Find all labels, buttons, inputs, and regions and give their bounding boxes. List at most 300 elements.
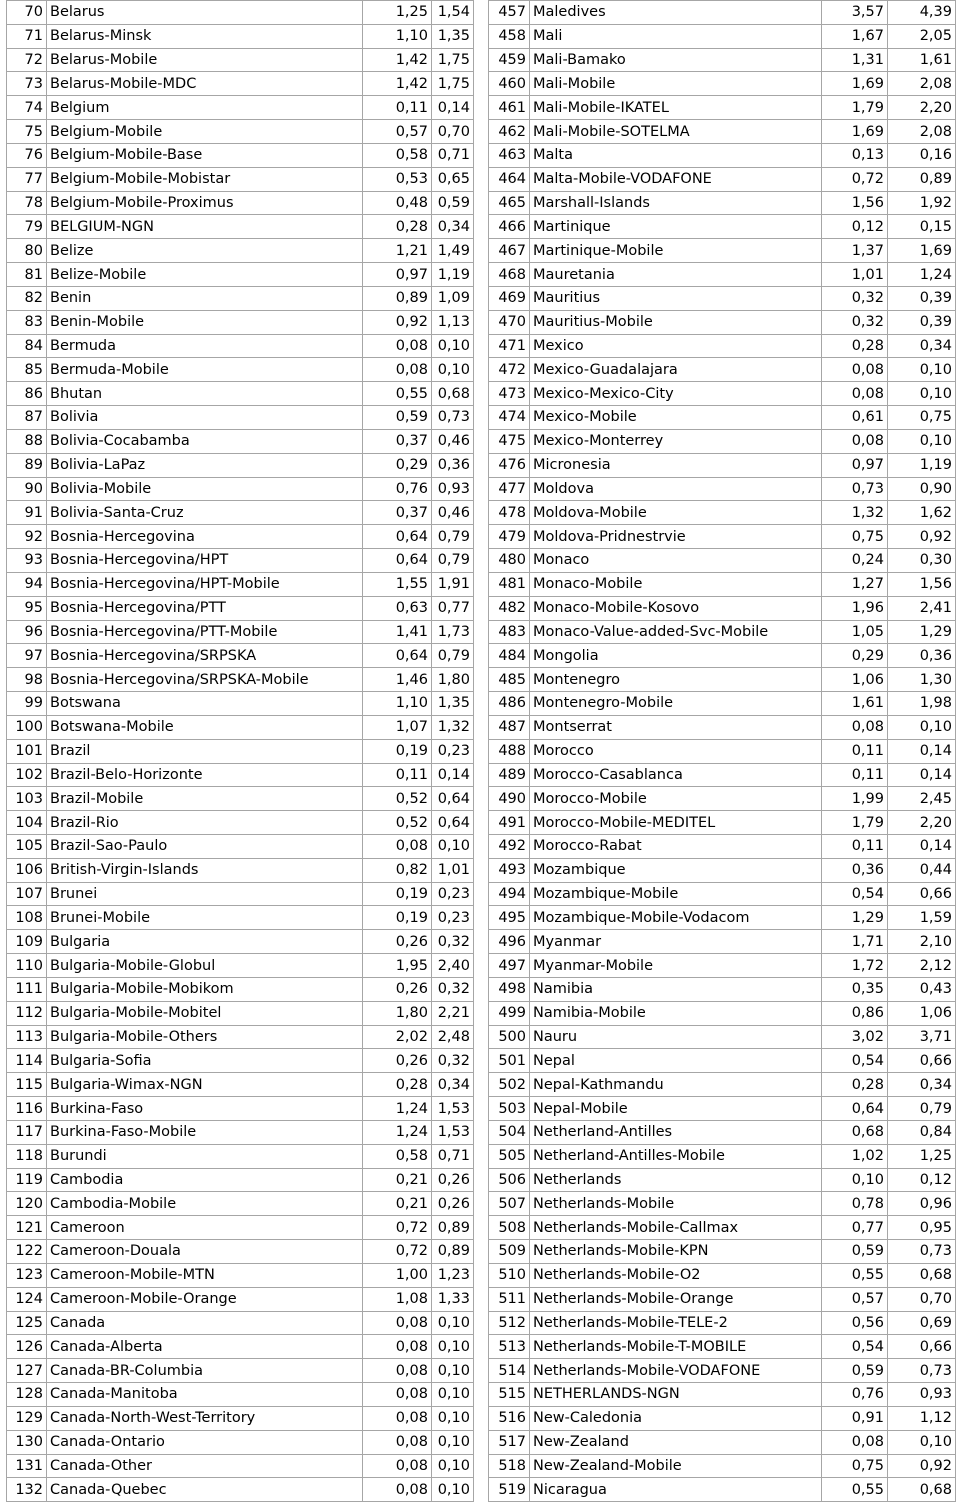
table-row	[489, 977, 956, 1001]
destination-name: Cameroon-Douala	[47, 1240, 363, 1264]
rate-value-1: 0,11	[363, 763, 432, 787]
rate-value-1: 0,58	[363, 143, 432, 167]
rate-value-2: 0,10	[432, 1383, 474, 1407]
table-row	[489, 644, 956, 668]
destination-name: Mexico-Guadalajara	[530, 358, 822, 382]
rate-value-1: 1,06	[822, 668, 888, 692]
row-number: 484	[489, 644, 530, 668]
destination-name: Montenegro-Mobile	[530, 692, 822, 716]
table-row	[489, 382, 956, 406]
table-row	[7, 167, 474, 191]
destination-name: Belize-Mobile	[47, 263, 363, 287]
destination-name: Belgium-Mobile-Proximus	[47, 191, 363, 215]
destination-name: Nicaragua	[530, 1478, 822, 1502]
destination-name: Cameroon-Mobile-MTN	[47, 1263, 363, 1287]
rate-value-2: 0,10	[432, 834, 474, 858]
table-row	[7, 1025, 474, 1049]
rate-value-1: 1,42	[363, 72, 432, 96]
rate-value-2: 1,19	[432, 263, 474, 287]
row-number: 457	[489, 1, 530, 25]
row-number: 124	[7, 1287, 47, 1311]
destination-name: Mozambique-Mobile	[530, 882, 822, 906]
table-row	[7, 715, 474, 739]
row-number: 477	[489, 477, 530, 501]
destination-name: Netherlands	[530, 1168, 822, 1192]
table-row	[489, 954, 956, 978]
rate-value-2: 0,36	[888, 644, 956, 668]
table-row	[7, 96, 474, 120]
destination-name: BELGIUM-NGN	[47, 215, 363, 239]
table-row	[489, 1240, 956, 1264]
rate-value-2: 0,64	[432, 811, 474, 835]
row-number: 76	[7, 143, 47, 167]
destination-name: Brazil-Mobile	[47, 787, 363, 811]
row-number: 96	[7, 620, 47, 644]
row-number: 509	[489, 1240, 530, 1264]
destination-name: Bosnia-Hercegovina	[47, 525, 363, 549]
rate-value-2: 1,54	[432, 1, 474, 25]
rate-value-1: 0,64	[363, 525, 432, 549]
rate-value-2: 4,39	[888, 1, 956, 25]
rate-value-2: 0,68	[888, 1478, 956, 1502]
destination-name: Benin	[47, 286, 363, 310]
rate-value-1: 0,72	[363, 1216, 432, 1240]
rate-value-1: 0,32	[822, 286, 888, 310]
destination-name: New-Zealand-Mobile	[530, 1454, 822, 1478]
destination-name: British-Virgin-Islands	[47, 858, 363, 882]
table-row	[489, 858, 956, 882]
rate-value-2: 0,10	[432, 1359, 474, 1383]
rate-value-1: 0,08	[363, 1335, 432, 1359]
table-row	[489, 477, 956, 501]
rate-value-1: 0,59	[822, 1359, 888, 1383]
table-row	[7, 596, 474, 620]
rate-value-2: 1,80	[432, 668, 474, 692]
table-row	[7, 72, 474, 96]
row-number: 125	[7, 1311, 47, 1335]
rate-value-1: 0,21	[363, 1192, 432, 1216]
row-number: 129	[7, 1406, 47, 1430]
table-row	[489, 1311, 956, 1335]
row-number: 78	[7, 191, 47, 215]
destination-name: Burkina-Faso	[47, 1097, 363, 1121]
row-number: 478	[489, 501, 530, 525]
row-number: 109	[7, 930, 47, 954]
rate-value-1: 0,19	[363, 906, 432, 930]
table-row	[7, 620, 474, 644]
row-number: 120	[7, 1192, 47, 1216]
table-row	[7, 263, 474, 287]
destination-name: Netherlands-Mobile	[530, 1192, 822, 1216]
rate-value-1: 0,08	[363, 1311, 432, 1335]
rate-value-2: 0,43	[888, 977, 956, 1001]
rate-value-1: 0,55	[822, 1263, 888, 1287]
destination-name: Bulgaria-Mobile-Globul	[47, 954, 363, 978]
table-row	[7, 739, 474, 763]
destination-name: Monaco-Value-added-Svc-Mobile	[530, 620, 822, 644]
row-number: 508	[489, 1216, 530, 1240]
rate-value-2: 1,35	[432, 24, 474, 48]
row-number: 101	[7, 739, 47, 763]
destination-name: Netherlands-Mobile-TELE-2	[530, 1311, 822, 1335]
destination-name: Botswana-Mobile	[47, 715, 363, 739]
table-row	[489, 1454, 956, 1478]
row-number: 127	[7, 1359, 47, 1383]
table-row	[489, 143, 956, 167]
table-row	[489, 72, 956, 96]
rate-value-2: 2,40	[432, 954, 474, 978]
destination-name: Benin-Mobile	[47, 310, 363, 334]
destination-name: New-Zealand	[530, 1430, 822, 1454]
rate-value-2: 0,77	[432, 596, 474, 620]
destination-name: Belarus	[47, 1, 363, 25]
destination-name: Cameroon	[47, 1216, 363, 1240]
table-row	[489, 715, 956, 739]
destination-name: Cameroon-Mobile-Orange	[47, 1287, 363, 1311]
destination-name: Morocco	[530, 739, 822, 763]
rate-value-2: 0,68	[432, 382, 474, 406]
table-row	[7, 120, 474, 144]
row-number: 471	[489, 334, 530, 358]
row-number: 514	[489, 1359, 530, 1383]
destination-name: Maledives	[530, 1, 822, 25]
table-row	[489, 1335, 956, 1359]
table-row	[489, 1025, 956, 1049]
table-row	[489, 739, 956, 763]
row-number: 496	[489, 930, 530, 954]
table-row	[7, 954, 474, 978]
rate-value-1: 0,77	[822, 1216, 888, 1240]
destination-name: Brazil	[47, 739, 363, 763]
rate-value-2: 1,92	[888, 191, 956, 215]
rate-value-2: 0,10	[432, 1454, 474, 1478]
rate-value-2: 1,75	[432, 72, 474, 96]
destination-name: Canada-North-West-Territory	[47, 1406, 363, 1430]
rate-value-1: 0,78	[822, 1192, 888, 1216]
destination-name: Canada-Manitoba	[47, 1383, 363, 1407]
table-row	[7, 787, 474, 811]
row-number: 113	[7, 1025, 47, 1049]
row-number: 126	[7, 1335, 47, 1359]
destination-name: Botswana	[47, 692, 363, 716]
rate-value-1: 0,91	[822, 1406, 888, 1430]
row-number: 81	[7, 263, 47, 287]
rate-value-1: 0,54	[822, 1335, 888, 1359]
table-row	[489, 1430, 956, 1454]
destination-name: Moldova-Pridnestrvie	[530, 525, 822, 549]
rate-value-2: 1,35	[432, 692, 474, 716]
row-number: 92	[7, 525, 47, 549]
destination-name: Bulgaria-Sofia	[47, 1049, 363, 1073]
rate-value-1: 0,08	[363, 1359, 432, 1383]
row-number: 475	[489, 429, 530, 453]
rate-value-2: 0,89	[432, 1216, 474, 1240]
rate-value-2: 2,10	[888, 930, 956, 954]
row-number: 123	[7, 1263, 47, 1287]
table-row	[489, 1406, 956, 1430]
destination-name: Bulgaria-Wimax-NGN	[47, 1073, 363, 1097]
rate-value-2: 1,24	[888, 263, 956, 287]
rate-value-2: 1,25	[888, 1144, 956, 1168]
table-row	[7, 644, 474, 668]
destination-name: Malta	[530, 143, 822, 167]
table-row	[489, 1478, 956, 1502]
table-row	[489, 811, 956, 835]
row-number: 110	[7, 954, 47, 978]
table-row	[489, 1049, 956, 1073]
table-row	[7, 1168, 474, 1192]
table-row	[489, 1073, 956, 1097]
rate-value-2: 1,32	[432, 715, 474, 739]
row-number: 461	[489, 96, 530, 120]
rate-value-2: 0,66	[888, 1049, 956, 1073]
destination-name: Myanmar	[530, 930, 822, 954]
rate-value-2: 0,66	[888, 882, 956, 906]
rate-value-2: 0,10	[888, 429, 956, 453]
destination-name: Cambodia-Mobile	[47, 1192, 363, 1216]
table-row	[489, 572, 956, 596]
rate-value-1: 0,10	[822, 1168, 888, 1192]
rate-value-2: 0,10	[888, 715, 956, 739]
row-number: 74	[7, 96, 47, 120]
rate-value-1: 0,21	[363, 1168, 432, 1192]
rate-value-2: 0,34	[888, 334, 956, 358]
table-row	[7, 1359, 474, 1383]
rate-value-1: 0,36	[822, 858, 888, 882]
row-number: 511	[489, 1287, 530, 1311]
rate-value-1: 1,69	[822, 72, 888, 96]
rate-value-2: 1,73	[432, 620, 474, 644]
row-number: 481	[489, 572, 530, 596]
rate-value-1: 1,61	[822, 692, 888, 716]
row-number: 485	[489, 668, 530, 692]
row-number: 132	[7, 1478, 47, 1502]
row-number: 515	[489, 1383, 530, 1407]
row-number: 73	[7, 72, 47, 96]
table-row	[489, 24, 956, 48]
table-row	[489, 358, 956, 382]
row-number: 470	[489, 310, 530, 334]
destination-name: Bermuda	[47, 334, 363, 358]
table-row	[489, 525, 956, 549]
row-number: 116	[7, 1097, 47, 1121]
destination-name: Bolivia-Cocabamba	[47, 429, 363, 453]
table-row	[7, 1120, 474, 1144]
row-number: 112	[7, 1001, 47, 1025]
rate-value-2: 0,79	[432, 525, 474, 549]
table-row	[7, 1311, 474, 1335]
row-number: 505	[489, 1144, 530, 1168]
rate-value-1: 1,37	[822, 239, 888, 263]
rate-value-2: 0,10	[432, 1311, 474, 1335]
destination-name: Bosnia-Hercegovina/HPT	[47, 549, 363, 573]
rate-value-2: 0,95	[888, 1216, 956, 1240]
row-number: 460	[489, 72, 530, 96]
destination-name: Mozambique-Mobile-Vodacom	[530, 906, 822, 930]
rate-value-2: 2,21	[432, 1001, 474, 1025]
rate-value-2: 1,56	[888, 572, 956, 596]
table-row	[7, 1454, 474, 1478]
destination-name: Canada-Alberta	[47, 1335, 363, 1359]
rate-value-1: 1,55	[363, 572, 432, 596]
row-number: 499	[489, 1001, 530, 1025]
row-number: 495	[489, 906, 530, 930]
destination-name: Mozambique	[530, 858, 822, 882]
row-number: 489	[489, 763, 530, 787]
row-number: 88	[7, 429, 47, 453]
row-number: 115	[7, 1073, 47, 1097]
rate-value-1: 0,08	[822, 1430, 888, 1454]
rate-value-1: 1,71	[822, 930, 888, 954]
rate-value-2: 0,26	[432, 1192, 474, 1216]
rate-value-1: 0,72	[822, 167, 888, 191]
rate-value-1: 1,72	[822, 954, 888, 978]
destination-name: Belgium-Mobile-Base	[47, 143, 363, 167]
rate-value-2: 0,10	[432, 334, 474, 358]
rate-value-1: 0,58	[363, 1144, 432, 1168]
rate-value-1: 1,46	[363, 668, 432, 692]
rate-value-1: 1,29	[822, 906, 888, 930]
rate-value-1: 1,67	[822, 24, 888, 48]
row-number: 84	[7, 334, 47, 358]
rate-value-2: 0,15	[888, 215, 956, 239]
table-row	[7, 1478, 474, 1502]
rate-value-1: 0,08	[363, 1406, 432, 1430]
row-number: 483	[489, 620, 530, 644]
rate-value-1: 0,76	[822, 1383, 888, 1407]
rate-value-1: 0,19	[363, 882, 432, 906]
destination-name: Mali-Mobile	[530, 72, 822, 96]
rate-value-2: 0,10	[432, 358, 474, 382]
destination-name: Marshall-Islands	[530, 191, 822, 215]
rate-value-1: 1,05	[822, 620, 888, 644]
row-number: 480	[489, 549, 530, 573]
destination-name: Nepal	[530, 1049, 822, 1073]
table-row	[489, 501, 956, 525]
table-row	[7, 668, 474, 692]
rate-value-2: 2,08	[888, 120, 956, 144]
row-number: 97	[7, 644, 47, 668]
row-number: 100	[7, 715, 47, 739]
table-row	[7, 1216, 474, 1240]
row-number: 493	[489, 858, 530, 882]
rate-value-2: 2,12	[888, 954, 956, 978]
rate-value-1: 0,55	[363, 382, 432, 406]
rate-value-2: 1,53	[432, 1097, 474, 1121]
rate-value-1: 0,32	[822, 310, 888, 334]
table-row	[489, 263, 956, 287]
table-row	[7, 143, 474, 167]
destination-name: Netherland-Antilles	[530, 1120, 822, 1144]
row-number: 103	[7, 787, 47, 811]
rate-value-2: 0,14	[888, 763, 956, 787]
table-row	[489, 1263, 956, 1287]
row-number: 465	[489, 191, 530, 215]
rate-value-2: 0,79	[888, 1097, 956, 1121]
destination-name: Mauritius	[530, 286, 822, 310]
table-row	[7, 286, 474, 310]
row-number: 104	[7, 811, 47, 835]
destination-name: Bosnia-Hercegovina/HPT-Mobile	[47, 572, 363, 596]
row-number: 488	[489, 739, 530, 763]
row-number: 118	[7, 1144, 47, 1168]
row-number: 80	[7, 239, 47, 263]
destination-name: Martinique-Mobile	[530, 239, 822, 263]
destination-name: Bulgaria	[47, 930, 363, 954]
rate-value-2: 0,10	[432, 1335, 474, 1359]
row-number: 98	[7, 668, 47, 692]
table-row	[7, 477, 474, 501]
row-number: 108	[7, 906, 47, 930]
rate-value-2: 0,34	[888, 1073, 956, 1097]
rate-value-2: 0,93	[432, 477, 474, 501]
row-number: 130	[7, 1430, 47, 1454]
rate-value-2: 1,01	[432, 858, 474, 882]
destination-name: Brunei-Mobile	[47, 906, 363, 930]
rate-value-1: 3,57	[822, 1, 888, 25]
destination-name: Nauru	[530, 1025, 822, 1049]
rate-value-2: 2,20	[888, 811, 956, 835]
table-row	[7, 549, 474, 573]
table-row	[7, 191, 474, 215]
destination-name: NETHERLANDS-NGN	[530, 1383, 822, 1407]
rate-value-1: 0,08	[822, 715, 888, 739]
table-row	[7, 930, 474, 954]
table-row	[7, 525, 474, 549]
destination-name: Netherland-Antilles-Mobile	[530, 1144, 822, 1168]
table-row	[7, 382, 474, 406]
rate-value-1: 0,59	[822, 1240, 888, 1264]
row-number: 71	[7, 24, 47, 48]
rate-value-1: 0,08	[363, 334, 432, 358]
destination-name: Morocco-Casablanca	[530, 763, 822, 787]
table-row	[489, 1168, 956, 1192]
rate-value-1: 1,01	[822, 263, 888, 287]
table-row	[489, 834, 956, 858]
destination-name: Mali-Mobile-SOTELMA	[530, 120, 822, 144]
rate-value-2: 1,12	[888, 1406, 956, 1430]
row-number: 105	[7, 834, 47, 858]
table-row	[489, 692, 956, 716]
table-row	[489, 1001, 956, 1025]
rate-value-1: 0,08	[363, 1478, 432, 1502]
row-number: 119	[7, 1168, 47, 1192]
table-row	[489, 549, 956, 573]
row-number: 459	[489, 48, 530, 72]
rate-value-1: 0,26	[363, 1049, 432, 1073]
rate-value-2: 0,79	[432, 549, 474, 573]
rate-value-1: 1,24	[363, 1097, 432, 1121]
rate-value-1: 0,12	[822, 215, 888, 239]
rate-value-1: 0,26	[363, 930, 432, 954]
rate-value-1: 1,02	[822, 1144, 888, 1168]
row-number: 463	[489, 143, 530, 167]
rate-value-1: 0,37	[363, 429, 432, 453]
destination-name: Micronesia	[530, 453, 822, 477]
rate-value-1: 0,53	[363, 167, 432, 191]
destination-name: Mexico-Monterrey	[530, 429, 822, 453]
rate-value-1: 0,55	[822, 1478, 888, 1502]
destination-name: Bermuda-Mobile	[47, 358, 363, 382]
rate-value-2: 0,73	[432, 406, 474, 430]
table-row	[489, 96, 956, 120]
rate-value-1: 0,75	[822, 525, 888, 549]
destination-name: Moldova	[530, 477, 822, 501]
rate-value-1: 0,37	[363, 501, 432, 525]
table-row	[7, 406, 474, 430]
rate-value-2: 0,68	[888, 1263, 956, 1287]
row-number: 498	[489, 977, 530, 1001]
